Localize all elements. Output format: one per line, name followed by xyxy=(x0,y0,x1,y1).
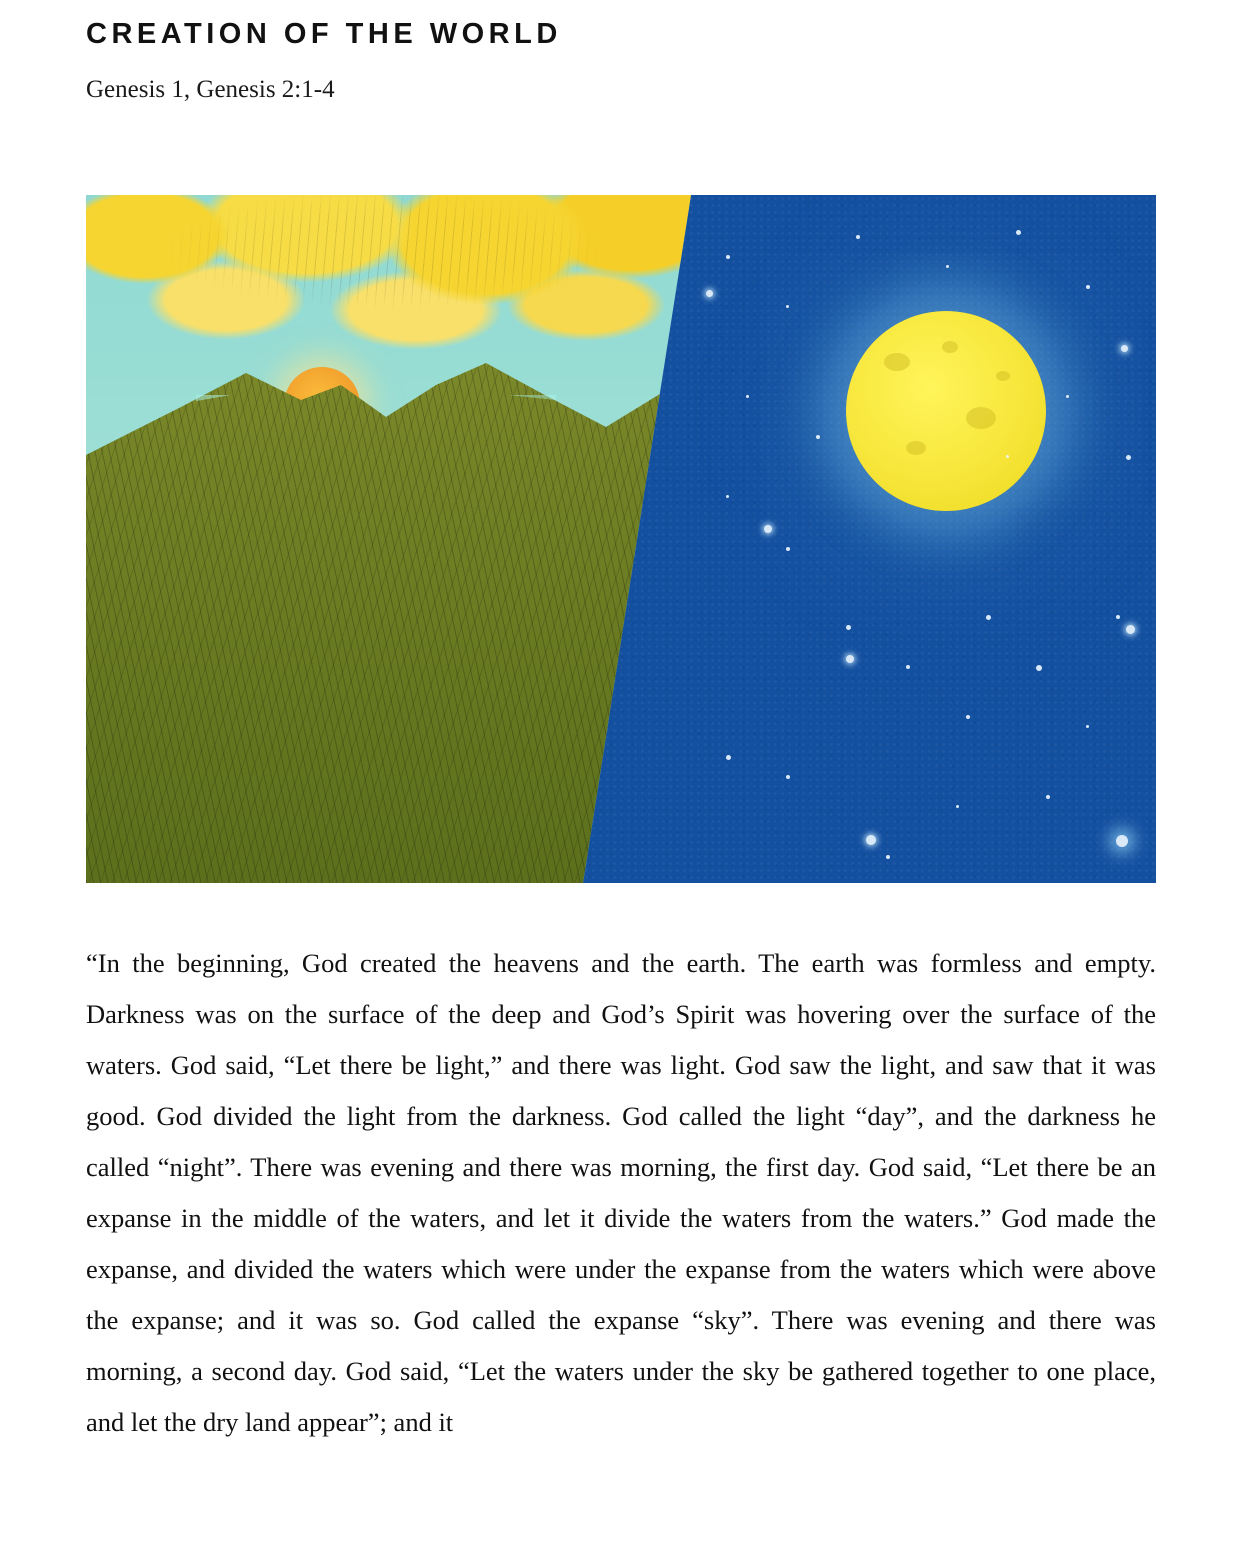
moon-icon xyxy=(846,311,1046,511)
scripture-body: “In the beginning, God created the heavens and the earth. The earth was formless and empty. Darkness was on the surface of the deep and God’s Spirit was hovering over the surface of the waters. God said, “Let there be light,” and there was light. God saw the light, and saw that it was good. God divided the light from the darkness. God called the light “day”, and the darkness he called “night”. There was evening and there was morning, the first day. God said, “Let there be an expanse in the middle of the waters, and let it divide the waters from the waters.” God made the expanse, and divided the waters which were under the expanse from the waters which were above the expanse; and it was so. God called the expanse “sky”. There was evening and there was morning, a second day. God said, “Let the waters under the sky be gathered together to one place, and let the dry land appear”; and it xyxy=(86,948,1156,1437)
creation-illustration xyxy=(86,195,1156,883)
scripture-reference: Genesis 1, Genesis 2:1-4 xyxy=(86,76,335,103)
page-title: CREATION OF THE WORLD xyxy=(86,18,562,50)
cloud-line-texture xyxy=(86,195,691,345)
